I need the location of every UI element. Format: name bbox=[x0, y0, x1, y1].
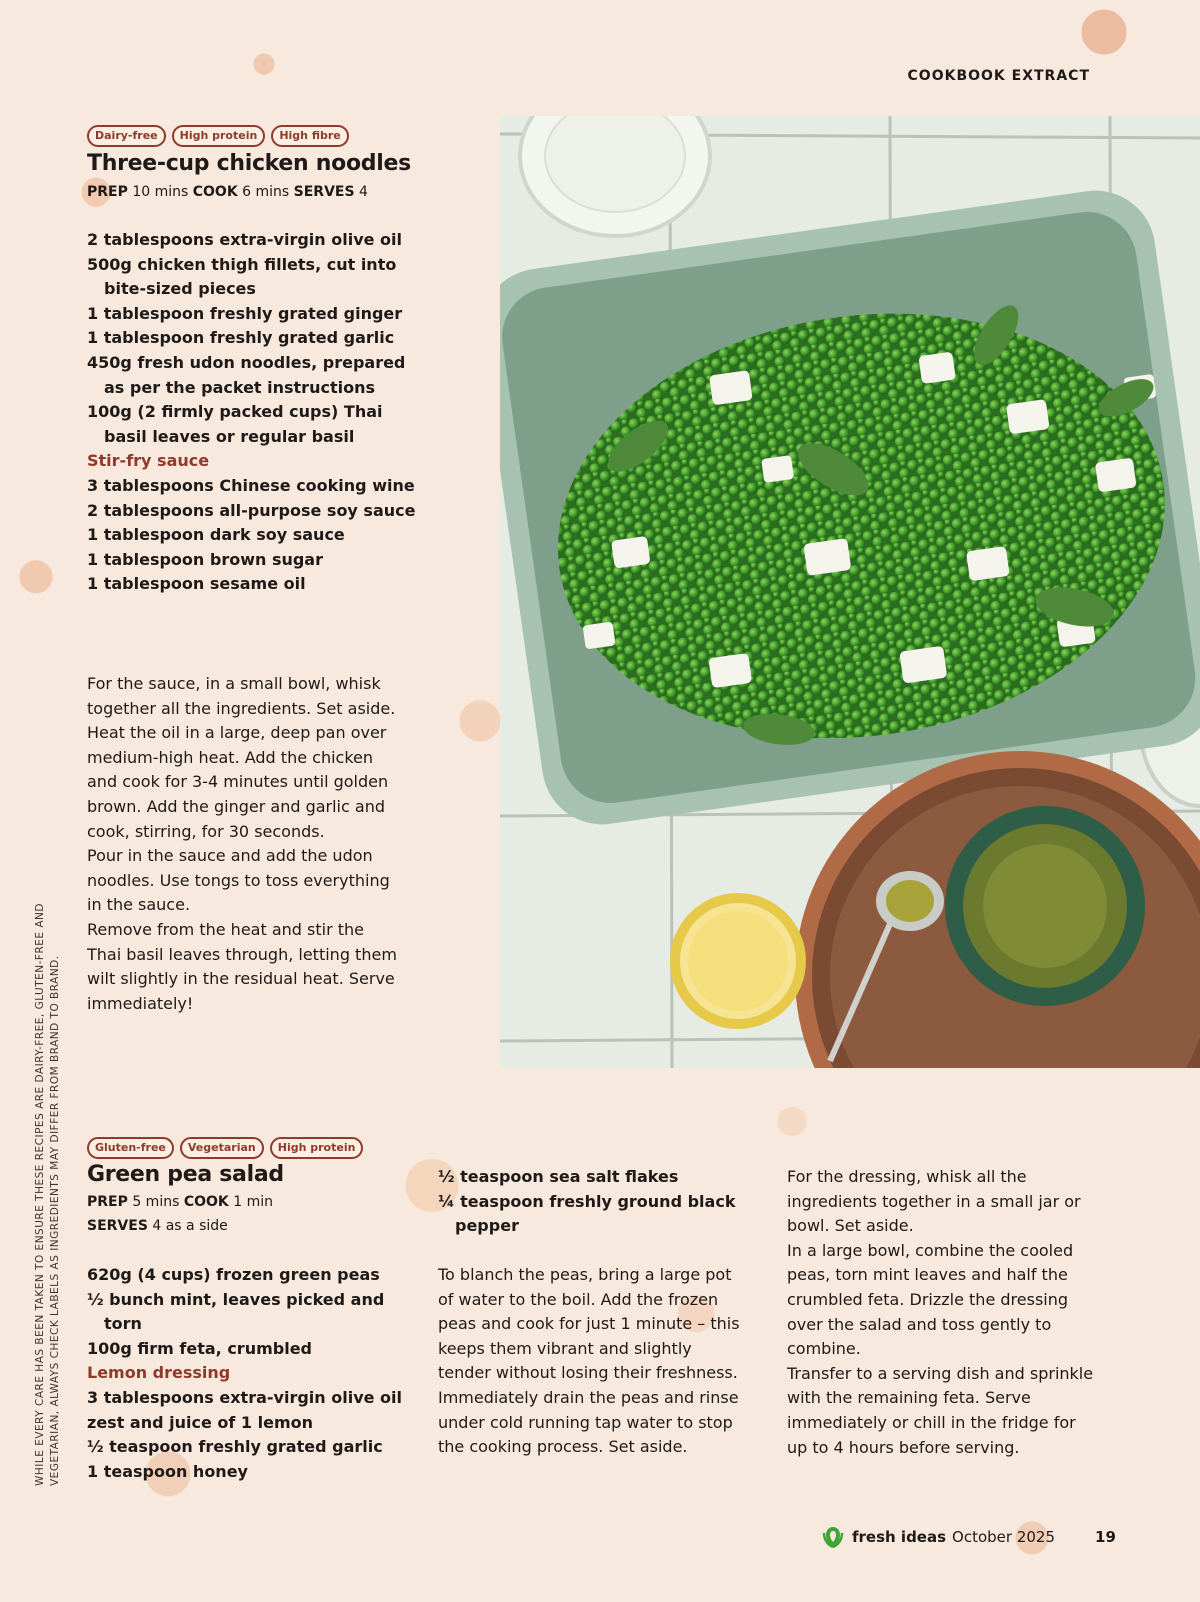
recipe2-ingredients bbox=[87, 1263, 407, 1484]
ingredient-item: ½ bunch mint, leaves picked and torn bbox=[87, 1289, 385, 1334]
method-step: Transfer to a serving dish and sprinkle with the remaining feta. Serve immediately or chill in the fridge for up to 4 hours before serving. bbox=[787, 1363, 1094, 1457]
method-step: To blanch the peas, bring a large pot of water to the boil. Add the frozen peas and cook for just 1 minute – this keeps them vibrant and slightly tender without losing their freshness. Immediately drain the peas and rinse under cold running tap water to stop the cooking process. Set aside. bbox=[438, 1265, 740, 1457]
pea-salad-photo bbox=[500, 116, 1200, 1068]
ingredient-item: 3 tablespoons Chinese cooking wine bbox=[87, 475, 415, 495]
ingredient-item: ½ teaspoon freshly grated garlic bbox=[87, 1437, 383, 1457]
cook-value: 1 min bbox=[233, 1194, 273, 1210]
ingredient-item: 620g (4 cups) frozen green peas bbox=[87, 1265, 380, 1284]
method-step: Heat the oil in a large, deep pan over medium-high heat. Add the chicken and cook for 3-4 minutes until golden brown. Add the ginger and garlic and cook, stirring, for 30 seconds. bbox=[87, 723, 389, 841]
tag-dairy-free: Dairy-free bbox=[87, 125, 166, 147]
method-step: In a large bowl, combine the cooled peas, torn mint leaves and half the crumbled feta. Drizzle the dressing over the salad and toss gently to combine. bbox=[787, 1240, 1074, 1359]
serves-label: SERVES bbox=[87, 1218, 148, 1234]
prep-value: 10 mins bbox=[132, 184, 189, 200]
stir-fry-sauce-heading: Stir-fry sauce bbox=[87, 451, 210, 471]
serves-value: 4 as a side bbox=[152, 1218, 228, 1234]
method-step: For the dressing, whisk all the ingredients together in a small jar or bowl. Set aside. bbox=[787, 1167, 1081, 1236]
ingredient-item: 1 tablespoon freshly grated garlic bbox=[87, 328, 395, 348]
recipe2-title: Green pea salad bbox=[87, 1162, 284, 1187]
recipe1-title: Three-cup chicken noodles bbox=[87, 151, 411, 176]
page-number: 19 bbox=[1095, 1528, 1116, 1546]
ingredient-item: 450g fresh udon noodles, prepared as per the packet instructions bbox=[87, 352, 406, 397]
recipe1-method bbox=[87, 672, 397, 1016]
method-step: Remove from the heat and stir the Thai basil leaves through, letting them wilt slightly in the residual heat. Serve immediately! bbox=[87, 919, 397, 1013]
ingredient-item: 2 tablespoons all-purpose soy sauce bbox=[87, 500, 416, 520]
pea-salad-illustration bbox=[500, 116, 1200, 1068]
serves-label: SERVES bbox=[293, 184, 355, 200]
recipe2-meta bbox=[87, 1190, 387, 1238]
ingredient-item: zest and juice of 1 lemon bbox=[87, 1412, 313, 1432]
ingredient-item: 1 tablespoon sesame oil bbox=[87, 574, 306, 594]
lemon-dressing-heading: Lemon dressing bbox=[87, 1363, 231, 1383]
tag-high-fibre: High fibre bbox=[271, 125, 348, 147]
ingredient-item: 1 teaspoon honey bbox=[87, 1461, 248, 1481]
disclaimer-note: WHILE EVERY CARE HAS BEEN TAKEN TO ENSURE THESE RECIPES ARE DAIRY-FREE, GLUTEN-FREE AND VEGETARIAN, ALWAYS CHECK LABELS AS INGREDIENTS MAY DIFFER FROM BRAND TO BRAND. bbox=[34, 903, 61, 1486]
recipe2-tags bbox=[87, 1137, 363, 1159]
tag-high-protein: High protein bbox=[270, 1137, 364, 1159]
ingredient-item: 100g firm feta, crumbled bbox=[87, 1338, 312, 1358]
page-footer bbox=[820, 1524, 1116, 1550]
ingredient-item: 1 tablespoon dark soy sauce bbox=[87, 525, 345, 545]
recipe1-tags bbox=[87, 125, 349, 147]
footer-brand: fresh ideas bbox=[852, 1528, 947, 1546]
recipe2-method-col2 bbox=[787, 1165, 1097, 1460]
ingredient-item: 1 tablespoon brown sugar bbox=[87, 549, 323, 569]
prep-label: PREP bbox=[87, 1194, 128, 1210]
tag-vegetarian: Vegetarian bbox=[180, 1137, 264, 1159]
ingredient-item: 500g chicken thigh fillets, cut into bite-sized pieces bbox=[87, 254, 397, 299]
footer-issue: October 2025 bbox=[952, 1528, 1056, 1546]
ingredient-item: 3 tablespoons extra-virgin olive oil bbox=[87, 1387, 403, 1407]
ingredient-item: 2 tablespoons extra-virgin olive oil bbox=[87, 230, 403, 249]
cook-label: COOK bbox=[183, 1194, 229, 1210]
cook-value: 6 mins bbox=[242, 184, 290, 200]
ingredient-item: ¼ teaspoon freshly ground black pepper bbox=[438, 1191, 736, 1236]
cook-label: COOK bbox=[192, 184, 238, 200]
serves-value: 4 bbox=[359, 184, 368, 200]
tag-gluten-free: Gluten-free bbox=[87, 1137, 174, 1159]
tag-high-protein: High protein bbox=[172, 125, 266, 147]
recipe1-ingredients bbox=[87, 228, 417, 597]
ingredient-item: 1 tablespoon freshly grated ginger bbox=[87, 303, 403, 323]
ingredient-item: 100g (2 firmly packed cups) Thai basil leaves or regular basil bbox=[87, 402, 383, 446]
recipe2-ingredients-continued bbox=[438, 1165, 758, 1239]
section-label: COOKBOOK EXTRACT bbox=[907, 68, 1090, 84]
prep-label: PREP bbox=[87, 184, 128, 200]
recipe1-meta bbox=[87, 180, 368, 204]
recipe2-method-col1 bbox=[438, 1263, 748, 1460]
method-step: For the sauce, in a small bowl, whisk together all the ingredients. Set aside. bbox=[87, 674, 396, 718]
prep-value: 5 mins bbox=[132, 1194, 180, 1210]
ingredient-item: ½ teaspoon sea salt flakes bbox=[438, 1167, 679, 1186]
woolworths-logo-icon bbox=[820, 1524, 846, 1550]
method-step: Pour in the sauce and add the udon noodles. Use tongs to toss everything in the sauce. bbox=[87, 846, 390, 915]
